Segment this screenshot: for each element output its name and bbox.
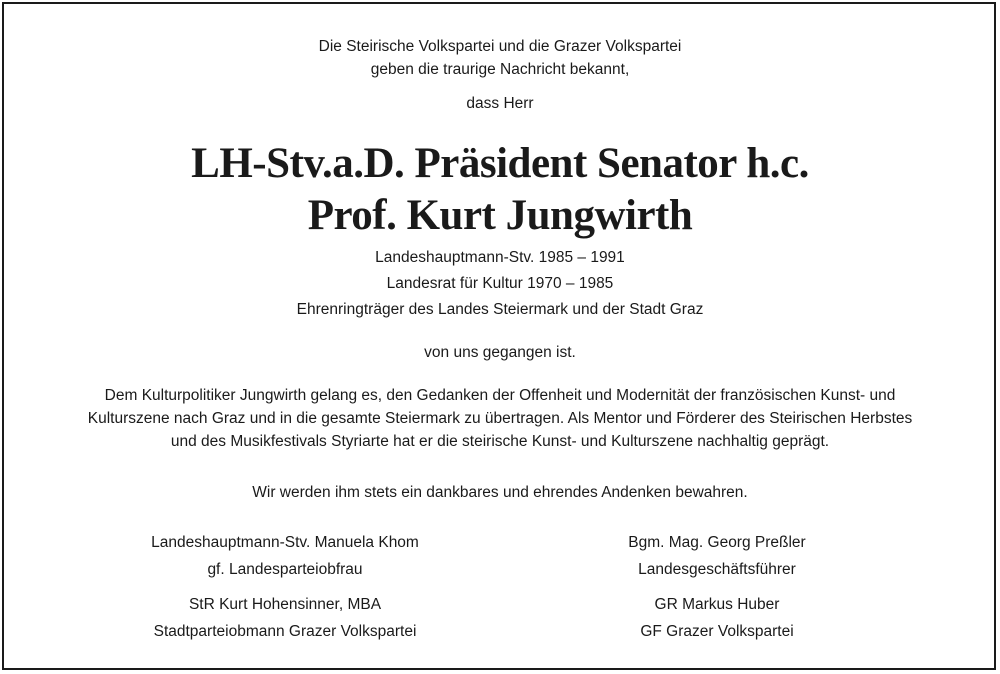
dass-herr-text: dass Herr bbox=[466, 95, 534, 112]
title-line: Ehrenringträger des Landes Steiermark und der Stadt Graz bbox=[296, 301, 704, 318]
intro-line-1: Die Steirische Volkspartei und die Grazer Volkspartei bbox=[318, 38, 682, 55]
title-line: Landeshauptmann-Stv. 1985 – 1991 bbox=[375, 249, 625, 266]
title-line: Landesrat für Kultur 1970 – 1985 bbox=[386, 275, 614, 292]
name-line-2: Prof. Kurt Jungwirth bbox=[307, 192, 693, 239]
tribute-paragraph bbox=[0, 384, 1000, 453]
gegangen-text: von uns gegangen ist. bbox=[424, 344, 576, 361]
signature-role-left-1: gf. Landesparteiobfrau bbox=[207, 561, 363, 578]
deceased-name bbox=[0, 138, 1000, 242]
signature-role-right-1: Landesgeschäftsführer bbox=[638, 561, 796, 578]
signature-name-left-2: StR Kurt Hohensinner, MBA bbox=[188, 596, 382, 613]
name-line-1: LH-Stv.a.D. Präsident Senator h.c. bbox=[191, 140, 809, 187]
tribute-line: Dem Kulturpolitiker Jungwirth gelang es, den Gedanken der Offenheit und Modernität der französischen Kunst- und bbox=[104, 387, 896, 404]
signature-name-left-1: Landeshauptmann-Stv. Manuela Khom bbox=[151, 534, 419, 551]
intro-text bbox=[0, 35, 1000, 81]
andenken-text: Wir werden ihm stets ein dankbares und ehrendes Andenken bewahren. bbox=[252, 484, 748, 501]
signature-name-right-2: GR Markus Huber bbox=[654, 596, 780, 613]
titles-list bbox=[0, 245, 1000, 323]
signature-role-right-2: GF Grazer Volkspartei bbox=[640, 623, 794, 640]
signature-name-right-1: Bgm. Mag. Georg Preßler bbox=[628, 534, 806, 551]
tribute-line: Kulturszene nach Graz und in die gesamte Steiermark zu übertragen. Als Mentor und Förderer des Steirischen Herbstes bbox=[87, 410, 913, 427]
intro-line-2: geben die traurige Nachricht bekannt, bbox=[370, 61, 630, 78]
signature-role-left-2: Stadtparteiobmann Grazer Volkspartei bbox=[153, 623, 417, 640]
tribute-line: und des Musikfestivals Styriarte hat er die steirische Kunst- und Kulturszene nachhaltig geprägt. bbox=[170, 433, 830, 450]
